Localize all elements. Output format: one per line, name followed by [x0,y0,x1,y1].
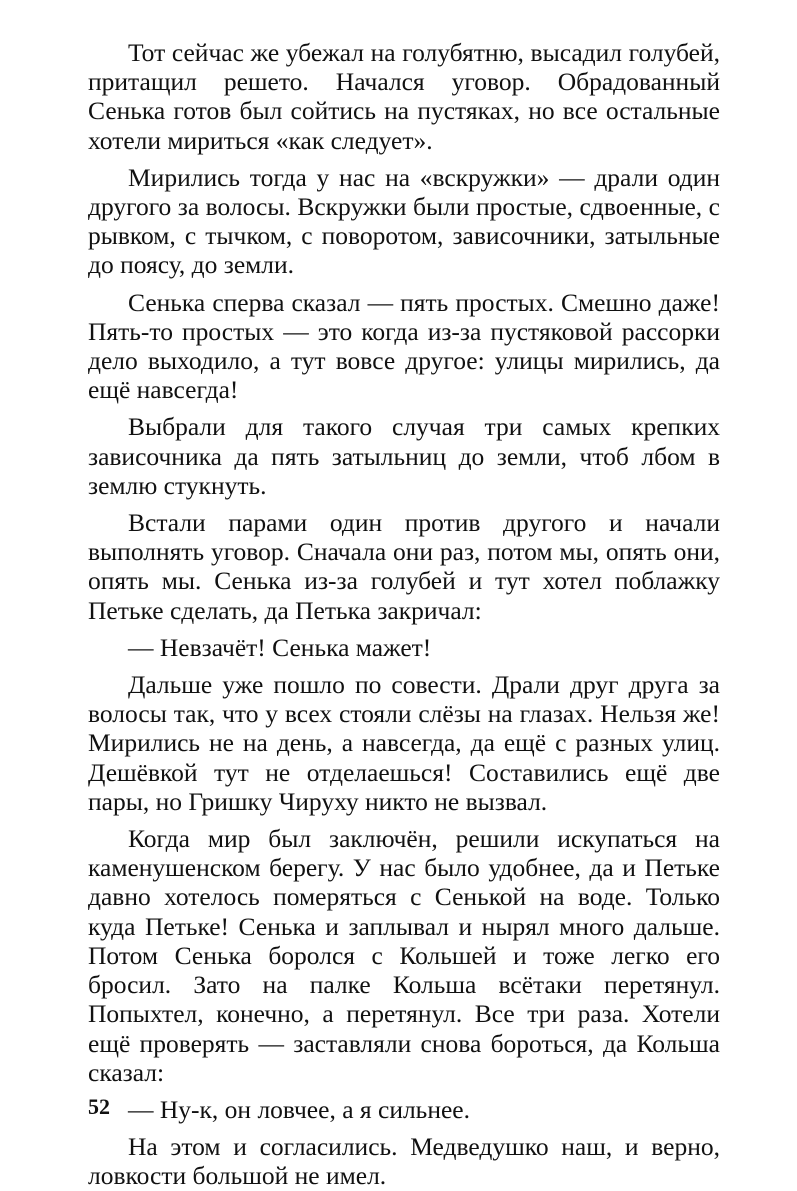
page-number: 52 [88,1094,110,1119]
page-text [88,38,720,1191]
paragraph-1: Тот сейчас же убежал на голубятню, высадил голубей, притащил решето. Начался уговор. Обрадованный Сенька готов был сойтись на пустяках, но все остальные хотели мириться «как следует». [88,38,720,155]
paragraph-9: — Ну-к, он ловчее, а я сильнее. [128,1094,470,1124]
paragraph-3: Сенька сперва сказал — пять простых. Смешно даже! Пять-то простых — это когда из-за пустяковой рассорки дело выходило, а тут вовсе другое: улицы мирились, да ещё навсегда! [88,287,720,405]
paragraph-8: Когда мир был заключён, решили искупаться на каменушенском берегу. У нас было удобнее, да и Петьке давно хотелось померяться с Сенькой на воде. Только куда Петьке! Сенька и заплывал и нырял много дальше. Потом Сенька боролся с Кольшей и тоже легко его бросил. Зато на палке Кольша всётаки перетянул. Попыхтел, конечно, а перетянул. Все три раза. Хотели ещё проверять — заставляли снова бороться, да Кольша сказал: [88,824,720,1087]
paragraph-4: Выбрали для такого случая три самых крепких зависочника да пять затыльниц до земли, чтоб лбом в землю стукнуть. [88,412,720,500]
paragraph-6: — Невзачёт! Сенька мажет! [128,632,432,662]
paragraph-7: Дальше уже пошло по совести. Драли друг друга за волосы так, что у всех стояли слёзы на глазах. Нельзя же! Мирились не на день, а навсегда, да ещё с разных улиц. Дешёвкой тут не отделаешься! Составились ещё две пары, но Гришку Чируху никто не вызвал. [88,670,720,816]
paragraph-2: Мирились тогда у нас на «вскружки» — драли один другого за волосы. Вскружки были простые, сдвоенные, с рывком, с тычком, с поворотом, зависочники, затыльные до поясу, до земли. [88,162,720,280]
paragraph-10: На этом и согласились. Медведушко наш, и верно, ловкости большой не имел. [88,1132,720,1191]
paragraph-5: Встали парами один против другого и начали выполнять уговор. Сначала они раз, потом мы, опять они, опять мы. Сенька из-за голубей и тут хотел поблажку Петьке сделать, да Петька закричал: [88,508,720,625]
